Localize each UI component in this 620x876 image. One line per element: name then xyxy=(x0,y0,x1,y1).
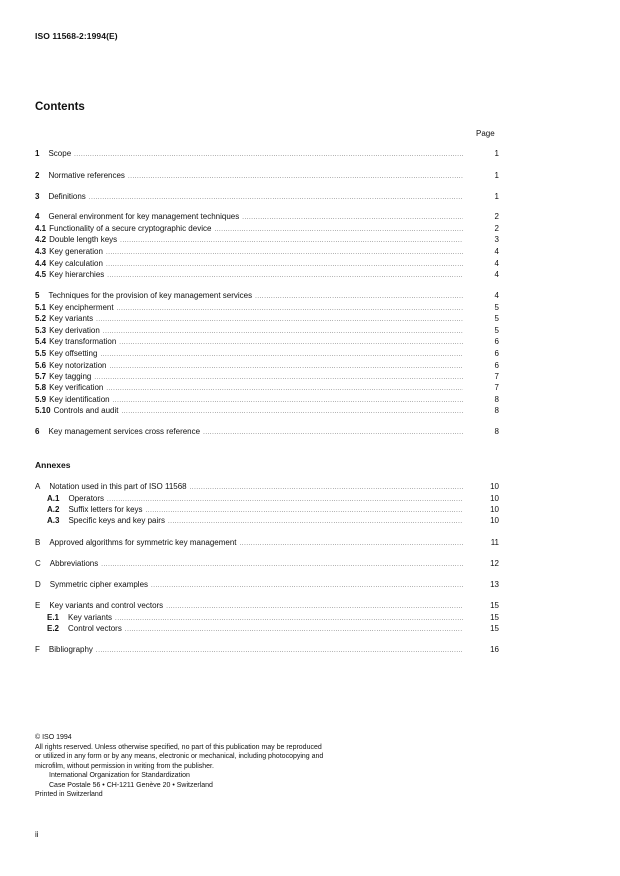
toc-entry[interactable] xyxy=(35,336,499,347)
annex-entry-page: 10 xyxy=(490,482,499,491)
toc-entry[interactable] xyxy=(35,170,499,181)
toc-entry-number: 5.4 xyxy=(35,337,47,346)
toc-entry-number: 4 xyxy=(35,212,40,221)
toc-entry-page: 5 xyxy=(494,326,499,335)
toc-entry-page: 1 xyxy=(494,149,499,158)
toc-entry[interactable] xyxy=(35,148,499,159)
toc-entry-number: 5.3 xyxy=(35,326,47,335)
toc-entry[interactable] xyxy=(35,234,499,245)
annex-entry-page: 11 xyxy=(490,538,499,547)
annex-entry[interactable] xyxy=(35,481,499,492)
annex-entry[interactable] xyxy=(47,612,499,623)
annex-entry-page: 15 xyxy=(490,613,499,622)
toc-entry[interactable] xyxy=(35,246,499,257)
toc-entry-title: Key management services cross reference xyxy=(48,427,201,436)
toc-entry-page: 4 xyxy=(494,247,499,256)
annex-entry-title: Specific keys and key pairs xyxy=(68,516,165,525)
toc-entry-number: 4.1 xyxy=(35,224,47,233)
copyright-text-line: All rights reserved. Unless otherwise specified, no part of this publication may be reproduced xyxy=(35,743,322,751)
toc-entry-number: 5.10 xyxy=(35,406,51,415)
toc-entry[interactable] xyxy=(35,313,499,324)
toc-entry-title: Double length keys xyxy=(49,235,118,244)
toc-leader-dots xyxy=(89,193,463,204)
toc-entry-number: 3 xyxy=(35,192,40,201)
annex-entry[interactable] xyxy=(47,515,499,526)
contents-title: Contents xyxy=(35,101,85,113)
toc-leader-dots xyxy=(128,172,463,183)
copyright-text-line: or utilized in any form or by any means, electronic or mechanical, including photocopying and xyxy=(35,753,324,760)
toc-entry[interactable] xyxy=(35,290,499,301)
toc-entry[interactable] xyxy=(35,382,499,393)
toc-leader-dots xyxy=(203,428,463,439)
toc-entry-title: Key encipherment xyxy=(49,303,114,312)
toc-leader-dots xyxy=(96,646,463,657)
toc-entry-page: 8 xyxy=(494,406,499,415)
annex-entry[interactable] xyxy=(35,537,499,548)
toc-entry[interactable] xyxy=(35,371,499,382)
toc-entry-title: Key generation xyxy=(49,247,103,256)
annex-entry-title: Operators xyxy=(68,494,105,503)
toc-leader-dots xyxy=(240,539,463,550)
page-number: ii xyxy=(35,830,39,839)
toc-entry[interactable] xyxy=(35,394,499,405)
annex-entry[interactable] xyxy=(47,623,499,634)
toc-leader-dots xyxy=(151,581,463,592)
toc-entry-title: Functionality of a secure cryptographic device xyxy=(49,224,212,233)
document-id: ISO 11568-2:1994(E) xyxy=(35,31,118,41)
annex-entry-page: 13 xyxy=(490,580,499,589)
toc-entry[interactable] xyxy=(35,426,499,437)
toc-entry[interactable] xyxy=(35,360,499,371)
annex-entry[interactable] xyxy=(35,558,499,569)
toc-entry-page: 6 xyxy=(494,337,499,346)
toc-entry-page: 4 xyxy=(494,270,499,279)
toc-entry-page: 1 xyxy=(494,171,499,180)
toc-entry-page: 5 xyxy=(494,303,499,312)
toc-entry-page: 3 xyxy=(494,235,499,244)
toc-entry-number: 5.2 xyxy=(35,314,47,323)
toc-entry-number: 4.3 xyxy=(35,247,47,256)
toc-entry-page: 7 xyxy=(494,372,499,381)
toc-entry-title: Controls and audit xyxy=(53,406,119,415)
toc-entry-number: 5.9 xyxy=(35,395,47,404)
toc-leader-dots xyxy=(122,407,463,418)
toc-entry-number: 4.2 xyxy=(35,235,47,244)
toc-entry-page: 7 xyxy=(494,383,499,392)
annex-entry-page: 15 xyxy=(490,624,499,633)
annex-entry-page: 10 xyxy=(490,494,499,503)
toc-entry-number: 2 xyxy=(35,171,40,180)
annex-entry-title: Notation used in this part of ISO 11568 xyxy=(49,482,187,491)
toc-entry[interactable] xyxy=(35,405,499,416)
toc-entry[interactable] xyxy=(35,348,499,359)
toc-entry-number: 6 xyxy=(35,427,40,436)
annex-entry-title: Approved algorithms for symmetric key management xyxy=(49,538,237,547)
annex-entry-number: A.1 xyxy=(47,494,60,503)
toc-entry-title: Key transformation xyxy=(49,337,117,346)
toc-entry-title: Key calculation xyxy=(49,259,103,268)
annex-entry[interactable] xyxy=(35,579,499,590)
toc-entry-title: Key offsetting xyxy=(49,349,98,358)
annex-entry-page: 10 xyxy=(490,505,499,514)
toc-entry[interactable] xyxy=(35,325,499,336)
toc-leader-dots xyxy=(107,271,463,282)
annex-entry-number: A.2 xyxy=(47,505,60,514)
toc-entry-page: 6 xyxy=(494,349,499,358)
publisher-name: International Organization for Standardization xyxy=(49,772,190,779)
toc-leader-dots xyxy=(168,517,463,528)
toc-entry-number: 5.5 xyxy=(35,349,47,358)
annex-entry-letter: F xyxy=(35,645,40,654)
toc-entry-title: Key tagging xyxy=(49,372,92,381)
annex-entry-letter: C xyxy=(35,559,41,568)
annex-entry-title: Key variants xyxy=(68,613,113,622)
annex-entry-title: Key variants and control vectors xyxy=(49,601,164,610)
annex-entry-letter: B xyxy=(35,538,41,547)
annex-entry-title: Abbreviations xyxy=(49,559,99,568)
toc-entry[interactable] xyxy=(35,223,499,234)
toc-entry-page: 2 xyxy=(494,212,499,221)
annex-entry-number: A.3 xyxy=(47,516,60,525)
toc-entry-page: 8 xyxy=(494,427,499,436)
annex-entry-letter: A xyxy=(35,482,41,491)
copyright-block xyxy=(35,733,395,800)
annex-entry[interactable] xyxy=(35,644,499,655)
copyright-text-line: microfilm, without permission in writing from the publisher. xyxy=(35,762,214,770)
page-column-header: Page xyxy=(476,129,495,138)
toc-entry[interactable] xyxy=(35,211,499,222)
toc-entry-number: 5.6 xyxy=(35,361,47,370)
annex-entry[interactable] xyxy=(35,600,499,611)
toc-entry-title: Key identification xyxy=(49,395,110,404)
annex-entry-page: 16 xyxy=(490,645,499,654)
toc-entry-number: 5.8 xyxy=(35,383,47,392)
annex-entry-page: 15 xyxy=(490,601,499,610)
toc-entry-page: 1 xyxy=(494,192,499,201)
toc-entry-title: Techniques for the provision of key management services xyxy=(48,291,253,300)
toc-entry-page: 8 xyxy=(494,395,499,404)
toc-entry[interactable] xyxy=(35,302,499,313)
toc-entry-page: 4 xyxy=(494,291,499,300)
toc-entry-number: 5.7 xyxy=(35,372,47,381)
toc-entry-title: Key derivation xyxy=(49,326,100,335)
toc-entry-number: 5 xyxy=(35,291,40,300)
annexes-title: Annexes xyxy=(35,460,71,470)
toc-entry[interactable] xyxy=(35,269,499,280)
toc-entry-page: 4 xyxy=(494,259,499,268)
toc-entry-number: 1 xyxy=(35,149,40,158)
toc-entry-title: Key verification xyxy=(49,383,104,392)
copyright-notice: © ISO 1994 xyxy=(35,734,72,741)
toc-entry-page: 2 xyxy=(494,224,499,233)
toc-entry-title: Key notorization xyxy=(49,361,107,370)
toc-leader-dots xyxy=(74,150,463,161)
toc-entry-title: Scope xyxy=(48,149,72,158)
annex-entry-number: E.1 xyxy=(47,613,60,622)
annex-entry[interactable] xyxy=(47,493,499,504)
annex-entry-number: E.2 xyxy=(47,624,60,633)
annex-entry-page: 10 xyxy=(490,516,499,525)
annex-entry-page: 12 xyxy=(490,559,499,568)
annex-entry-title: Control vectors xyxy=(68,624,122,633)
toc-entry-title: Key hierarchies xyxy=(49,270,105,279)
toc-entry-number: 4.5 xyxy=(35,270,47,279)
annex-entry-title: Symmetric cipher examples xyxy=(49,580,149,589)
toc-entry[interactable] xyxy=(35,191,499,202)
toc-entry-number: 4.4 xyxy=(35,259,47,268)
publisher-address: Case Postale 56 • CH-1211 Genève 20 • Switzerland xyxy=(49,781,213,789)
toc-entry-page: 5 xyxy=(494,314,499,323)
toc-leader-dots xyxy=(101,560,463,571)
printed-in: Printed in Switzerland xyxy=(35,791,103,798)
toc-entry-title: Definitions xyxy=(48,192,86,201)
toc-entry-title: Normative references xyxy=(48,171,125,180)
toc-entry-title: General environment for key management techniques xyxy=(48,212,240,221)
annex-entry-title: Bibliography xyxy=(48,645,93,654)
annex-entry-letter: D xyxy=(35,580,41,589)
toc-entry[interactable] xyxy=(35,258,499,269)
toc-entry-title: Key variants xyxy=(49,314,94,323)
toc-entry-page: 6 xyxy=(494,361,499,370)
annex-entry-letter: E xyxy=(35,601,41,610)
annex-entry-title: Suffix letters for keys xyxy=(68,505,143,514)
annex-entry[interactable] xyxy=(47,504,499,515)
toc-leader-dots xyxy=(125,625,463,636)
toc-entry-number: 5.1 xyxy=(35,303,47,312)
